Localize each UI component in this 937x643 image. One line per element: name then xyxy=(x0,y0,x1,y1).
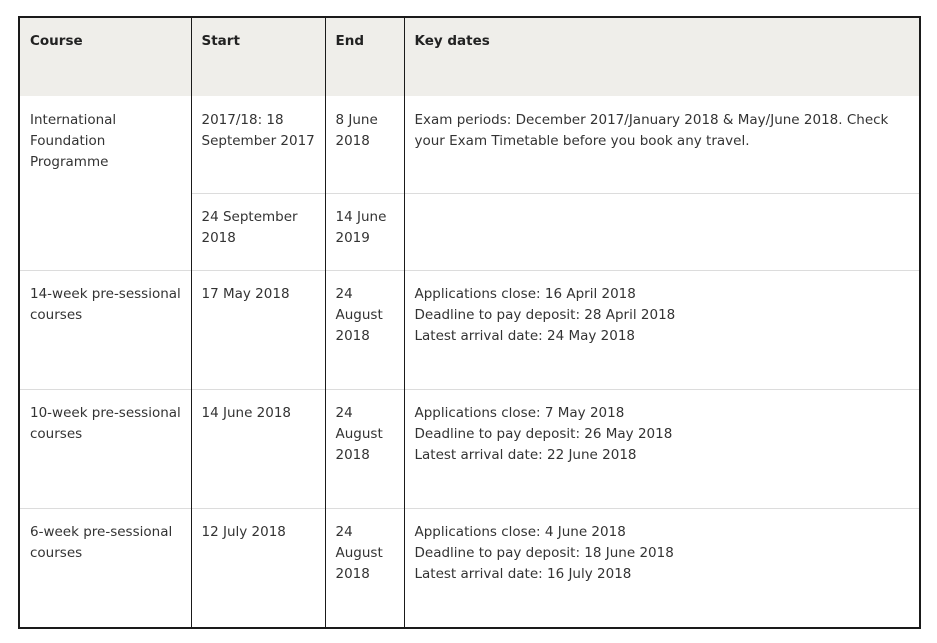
end-cell: 14 June 2019 xyxy=(325,193,404,270)
key-dates-cell xyxy=(404,96,919,193)
course-cell: International Foundation Programme xyxy=(20,96,191,270)
course-cell: 14-week pre-sessional courses xyxy=(20,270,191,389)
course-cell: 10-week pre-sessional courses xyxy=(20,389,191,508)
table-row xyxy=(20,270,919,389)
start-cell: 12 July 2018 xyxy=(191,508,325,627)
key-dates-cell xyxy=(404,389,919,508)
key-date-line: Deadline to pay deposit: 28 April 2018 xyxy=(414,306,676,323)
end-cell: 24 August 2018 xyxy=(325,270,404,389)
start-cell: 14 June 2018 xyxy=(191,389,325,508)
key-date-line: Latest arrival date: 22 June 2018 xyxy=(414,446,637,463)
course-dates-table xyxy=(20,18,919,627)
key-dates-cell xyxy=(404,508,919,627)
end-cell: 8 June 2018 xyxy=(325,96,404,193)
course-cell: 6-week pre-sessional courses xyxy=(20,508,191,627)
start-cell: 17 May 2018 xyxy=(191,270,325,389)
course-dates-table-container xyxy=(18,16,921,629)
key-date-line: Latest arrival date: 16 July 2018 xyxy=(414,565,632,582)
key-date-line: Applications close: 4 June 2018 xyxy=(414,523,626,540)
key-date-line: Exam periods: December 2017/January 2018 & May/June 2018. Check your Exam Timetable before you book any travel. xyxy=(414,112,889,149)
key-date-line: Latest arrival date: 24 May 2018 xyxy=(414,327,636,344)
key-dates-cell xyxy=(404,270,919,389)
table-row xyxy=(20,389,919,508)
end-cell: 24 August 2018 xyxy=(325,508,404,627)
header-end: End xyxy=(325,18,404,96)
start-cell: 2017/18: 18 September 2017 xyxy=(191,96,325,193)
header-course: Course xyxy=(20,18,191,96)
key-date-line: Deadline to pay deposit: 26 May 2018 xyxy=(414,425,673,442)
start-cell: 24 September 2018 xyxy=(191,193,325,270)
key-date-line: Deadline to pay deposit: 18 June 2018 xyxy=(414,544,674,561)
header-key-dates: Key dates xyxy=(404,18,919,96)
key-date-line: Applications close: 16 April 2018 xyxy=(414,285,636,302)
header-start: Start xyxy=(191,18,325,96)
table-header-row xyxy=(20,18,919,96)
key-date-line: Applications close: 7 May 2018 xyxy=(414,404,625,421)
key-dates-cell xyxy=(404,193,919,270)
table-row xyxy=(20,508,919,627)
end-cell: 24 August 2018 xyxy=(325,389,404,508)
table-row xyxy=(20,96,919,193)
